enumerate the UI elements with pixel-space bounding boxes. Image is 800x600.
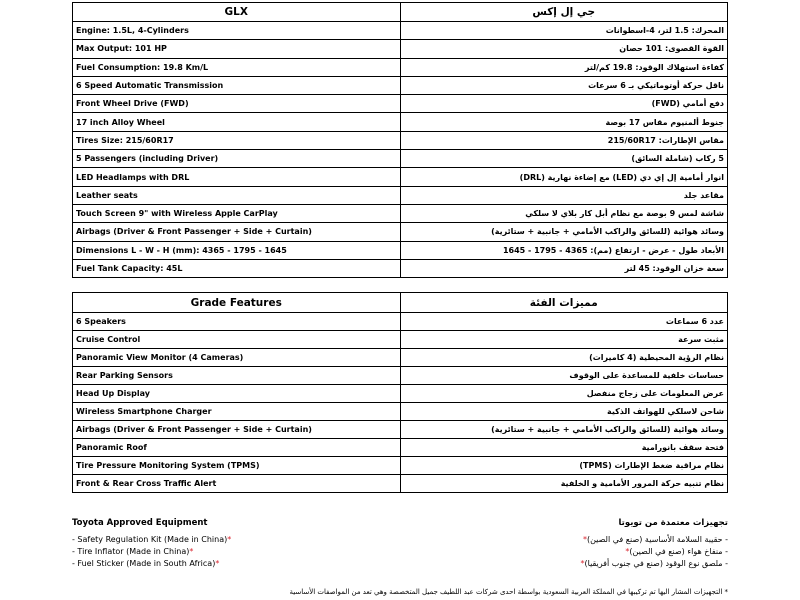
equipment-item-ar-text: - حقيبة السلامة الأساسية (صنع في الصين) — [586, 535, 728, 544]
features-table — [72, 292, 728, 493]
spec-row — [73, 204, 728, 222]
spec-row — [73, 40, 728, 58]
feature-row — [73, 403, 728, 421]
spec-row — [73, 259, 728, 277]
spec-row — [73, 113, 728, 131]
asterisk-mark: * — [580, 559, 585, 568]
spec-cell-ar: 5 ركاب (شاملة السائق) — [400, 150, 728, 168]
equipment-item-ar — [398, 558, 728, 570]
equipment-item-en — [72, 546, 402, 558]
spec-row — [73, 241, 728, 259]
spec-cell-ar: انوار أمامية إل إي دي (LED) مع إضاءة نهارية (DRL) — [400, 168, 728, 186]
feature-row — [73, 421, 728, 439]
equipment-item-en — [72, 534, 402, 546]
spec-cell-ar: دفع أمامي (FWD) — [400, 95, 728, 113]
spec-cell-en: LED Headlamps with DRL — [73, 168, 401, 186]
feature-cell-en: Panoramic Roof — [73, 439, 401, 457]
feature-cell-ar: حساسات خلفية للمساعدة على الوقوف — [400, 367, 728, 385]
spec-row — [73, 168, 728, 186]
spec-cell-ar: الأبعاد طول - عرض - ارتفاع (مم): 4365 - 1795 - 1645 — [400, 241, 728, 259]
equipment-item-en-text: - Tire Inflator (Made in China) — [72, 547, 190, 556]
equipment-title-ar: تجهيزات معتمدة من تويوتا — [618, 518, 728, 528]
feature-row — [73, 367, 728, 385]
footnote: * التجهيزات المشار اليها تم تركيبها في المملكة العربية السعودية بواسطة احدى شركات عبد اللطيف جميل المتخصصة وهي تعد من المواصفات الأساسية — [289, 588, 728, 596]
spec-cell-ar: كفاءة استهلاك الوقود: 19.8 كم/لتر — [400, 58, 728, 76]
spec-row — [73, 95, 728, 113]
spec-row — [73, 76, 728, 94]
spec-cell-ar: شاشة لمس 9 بوصة مع نظام أبل كار بلاي لا سلكي — [400, 204, 728, 222]
feature-cell-ar: وسائد هوائية (للسائق والراكب الأمامي + جانبية + ستائرية) — [400, 421, 728, 439]
feature-cell-ar: مثبت سرعة — [400, 331, 728, 349]
feature-cell-ar: نظام الرؤية المحيطية (4 كاميرات) — [400, 349, 728, 367]
feature-row — [73, 457, 728, 475]
specs-header-en: GLX — [73, 3, 401, 22]
spec-cell-en: Touch Screen 9" with Wireless Apple CarPlay — [73, 204, 401, 222]
spec-row — [73, 186, 728, 204]
spec-cell-en: Airbags (Driver & Front Passenger + Side + Curtain) — [73, 223, 401, 241]
asterisk-mark: * — [625, 547, 630, 556]
asterisk-mark: * — [189, 547, 194, 556]
spec-row — [73, 22, 728, 40]
feature-row — [73, 313, 728, 331]
feature-cell-en: Rear Parking Sensors — [73, 367, 401, 385]
feature-cell-ar: عدد 6 سماعات — [400, 313, 728, 331]
feature-cell-en: Wireless Smartphone Charger — [73, 403, 401, 421]
equipment-item-en-text: - Safety Regulation Kit (Made in China) — [72, 535, 228, 544]
feature-cell-ar: عرض المعلومات على زجاج منفصل — [400, 385, 728, 403]
equipment-ar — [398, 518, 728, 570]
feature-row — [73, 385, 728, 403]
feature-cell-en: Front & Rear Cross Traffic Alert — [73, 475, 401, 493]
feature-row — [73, 349, 728, 367]
equipment-item-ar-text: - منفاخ هواء (صنع في الصين) — [629, 547, 728, 556]
spec-cell-en: 5 Passengers (including Driver) — [73, 150, 401, 168]
equipment-en — [72, 518, 402, 570]
spec-cell-ar: مقاعد جلد — [400, 186, 728, 204]
equipment-item-en — [72, 558, 402, 570]
feature-cell-en: Tire Pressure Monitoring System (TPMS) — [73, 457, 401, 475]
spec-row — [73, 150, 728, 168]
spec-cell-en: Leather seats — [73, 186, 401, 204]
spec-cell-en: Fuel Consumption: 19.8 Km/L — [73, 58, 401, 76]
specs-header-ar: جي إل إكس — [400, 3, 728, 22]
spec-row — [73, 58, 728, 76]
features-header-en: Grade Features — [73, 293, 401, 313]
spec-row — [73, 131, 728, 149]
asterisk-mark: * — [582, 535, 587, 544]
spec-cell-en: Engine: 1.5L, 4-Cylinders — [73, 22, 401, 40]
feature-cell-en: Airbags (Driver & Front Passenger + Side + Curtain) — [73, 421, 401, 439]
feature-cell-ar: نظام مراقبة ضغط الإطارات (TPMS) — [400, 457, 728, 475]
spec-cell-en: Front Wheel Drive (FWD) — [73, 95, 401, 113]
feature-cell-en: Panoramic View Monitor (4 Cameras) — [73, 349, 401, 367]
feature-cell-en: Head Up Display — [73, 385, 401, 403]
specs-table — [72, 2, 728, 278]
asterisk-mark: * — [227, 535, 232, 544]
spec-cell-ar: سعة خزان الوقود: 45 لتر — [400, 259, 728, 277]
spec-cell-en: Max Output: 101 HP — [73, 40, 401, 58]
features-header-row — [73, 293, 728, 313]
asterisk-mark: * — [215, 559, 220, 568]
feature-cell-ar: نظام تنبيه حركة المرور الأمامية و الخلفية — [400, 475, 728, 493]
spec-cell-ar: جنوط ألمنيوم مقاس 17 بوصة — [400, 113, 728, 131]
spec-cell-en: 17 inch Alloy Wheel — [73, 113, 401, 131]
spec-cell-en: Dimensions L - W - H (mm): 4365 - 1795 - 1645 — [73, 241, 401, 259]
equipment-item-ar — [398, 534, 728, 546]
spec-cell-ar: ناقل حركة أوتوماتيكي بـ 6 سرعات — [400, 76, 728, 94]
spec-cell-ar: مقاس الإطارات: 215/60R17 — [400, 131, 728, 149]
equipment-item-ar-text: - ملصق نوع الوقود (صنع في جنوب أفريقيا) — [584, 559, 728, 568]
feature-cell-ar: فتحة سقف بانورامية — [400, 439, 728, 457]
equipment-item-en-text: - Fuel Sticker (Made in South Africa) — [72, 559, 216, 568]
spec-cell-ar: وسائد هوائية (للسائق والراكب الأمامي + جانبية + ستائرية) — [400, 223, 728, 241]
spec-cell-en: Tires Size: 215/60R17 — [73, 131, 401, 149]
feature-cell-en: 6 Speakers — [73, 313, 401, 331]
spec-cell-ar: القوة القصوى: 101 حصان — [400, 40, 728, 58]
feature-cell-ar: شاحن لاسلكي للهواتف الذكية — [400, 403, 728, 421]
features-header-ar: مميزات الفئة — [400, 293, 728, 313]
feature-cell-en: Cruise Control — [73, 331, 401, 349]
spec-cell-en: 6 Speed Automatic Transmission — [73, 76, 401, 94]
spec-row — [73, 223, 728, 241]
spec-cell-en: Fuel Tank Capacity: 45L — [73, 259, 401, 277]
equipment-title-en: Toyota Approved Equipment — [72, 518, 208, 528]
feature-row — [73, 475, 728, 493]
feature-row — [73, 439, 728, 457]
equipment-item-ar — [398, 546, 728, 558]
feature-row — [73, 331, 728, 349]
specs-header-row — [73, 3, 728, 22]
spec-cell-ar: المحرك: 1.5 لتر، 4-اسطوانات — [400, 22, 728, 40]
